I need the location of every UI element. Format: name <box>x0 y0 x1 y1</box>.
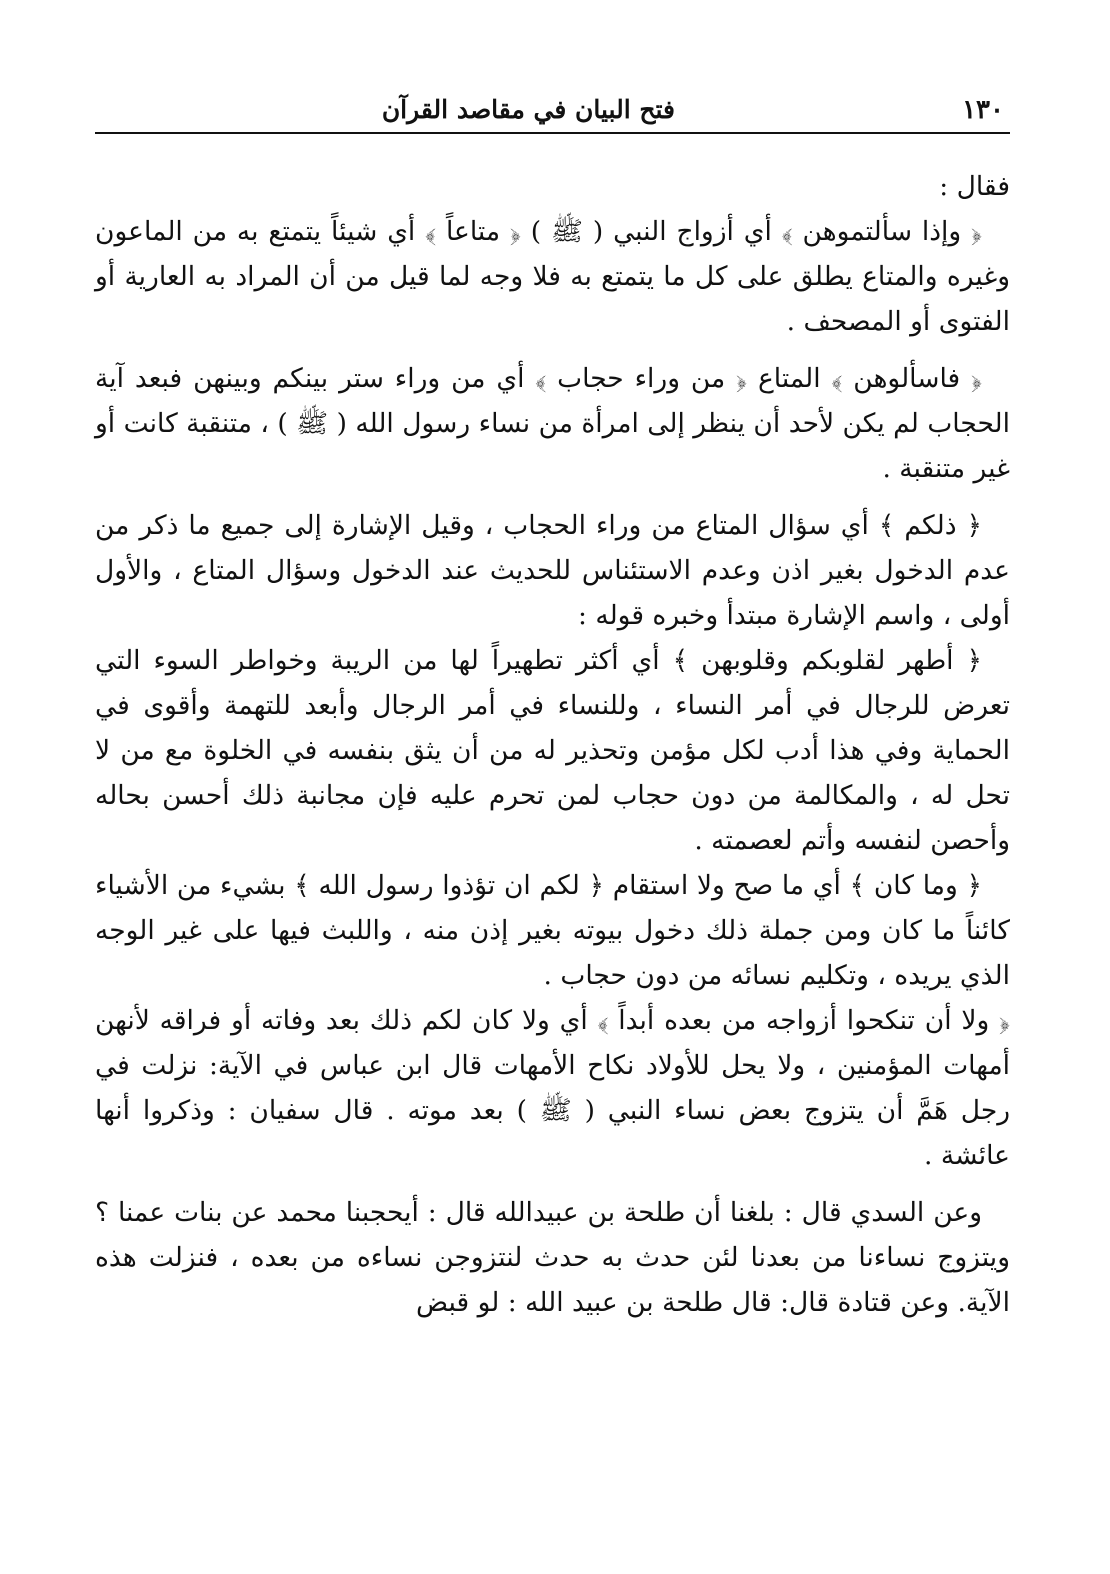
paragraph: وعن السدي قال : بلغنا أن طلحة بن عبيدالله قال : أيحجبنا محمد عن بنات عمنا ؟ ويتزوج نساءنا من بعدنا لئن حدث به حدث لنتزوجن نساءه من بعده ، فنزلت هذه الآية. وعن قتادة قال: قال طلحة بن عبيد الله : لو قبض <box>95 1197 1010 1318</box>
book-title: فتح البيان في مقاصد القرآن <box>381 95 675 124</box>
paragraph: ﴿ فاسألوهن ﴾ المتاع ﴿ من وراء حجاب ﴾ أي من وراء ستر بينكم وبينهن فبعد آية الحجاب لم يكن لأحد أن ينظر إلى امرأة من نساء رسول الله ( ﷺ ) ، متنقبة كانت أو غير متنقبة . <box>95 363 1010 484</box>
body-text <box>95 164 1010 1325</box>
paragraph-intro: فقال : <box>939 171 1010 202</box>
page-number: ١٣٠ <box>962 95 1004 125</box>
paragraph: ﴿ وإذا سألتموهن ﴾ أي أزواج النبي ( ﷺ ) ﴿ متاعاً ﴾ أي شيئاً يتمتع به من الماعون وغيره والمتاع يطلق على كل ما يتمتع به فلا وجه لما قيل من أن المراد به العارية أو الفتوى أو المصحف . <box>95 216 1010 337</box>
page-header <box>95 92 1010 134</box>
document-page <box>95 0 1010 1574</box>
paragraph: ﴿ أطهر لقلوبكم وقلوبهن ﴾ أي أكثر تطهيراً لها من الريبة وخواطر السوء التي تعرض للرجال في أمر النساء ، وللنساء في أمر الرجال وأبعد للتهمة وأقوى في الحماية وفي هذا أدب لكل مؤمن وتحذير له من أن يثق بنفسه في الخلوة مع من لا تحل له ، والمكالمة من دون حجاب لمن تحرم عليه فإن مجانبة ذلك أحسن بحاله وأحصن لنفسه وأتم لعصمته . <box>95 645 1010 856</box>
paragraph: ﴿ وما كان ﴾ أي ما صح ولا استقام ﴿ لكم ان تؤذوا رسول الله ﴾ بشيء من الأشياء كائناً ما كان ومن جملة ذلك دخول بيوته بغير إذن منه ، واللبث فيها على غير الوجه الذي يريده ، وتكليم نسائه من دون حجاب . <box>95 870 1010 991</box>
paragraph: ﴿ ولا أن تنكحوا أزواجه من بعده أبداً ﴾ أي ولا كان لكم ذلك بعد وفاته أو فراقه لأنهن أمهات المؤمنين ، ولا يحل للأولاد نكاح الأمهات قال ابن عباس في الآية: نزلت في رجل هَمَّ أن يتزوج بعض نساء النبي ( ﷺ ) بعد موته . قال سفيان : وذكروا أنها عائشة . <box>95 1005 1010 1171</box>
paragraph: ﴿ ذلكم ﴾ أي سؤال المتاع من وراء الحجاب ، وقيل الإشارة إلى جميع ما ذكر من عدم الدخول بغير اذن وعدم الاستئناس للحديث عند الدخول وسؤال المتاع ، والأول أولى ، واسم الإشارة مبتدأ وخبره قوله : <box>95 510 1010 631</box>
